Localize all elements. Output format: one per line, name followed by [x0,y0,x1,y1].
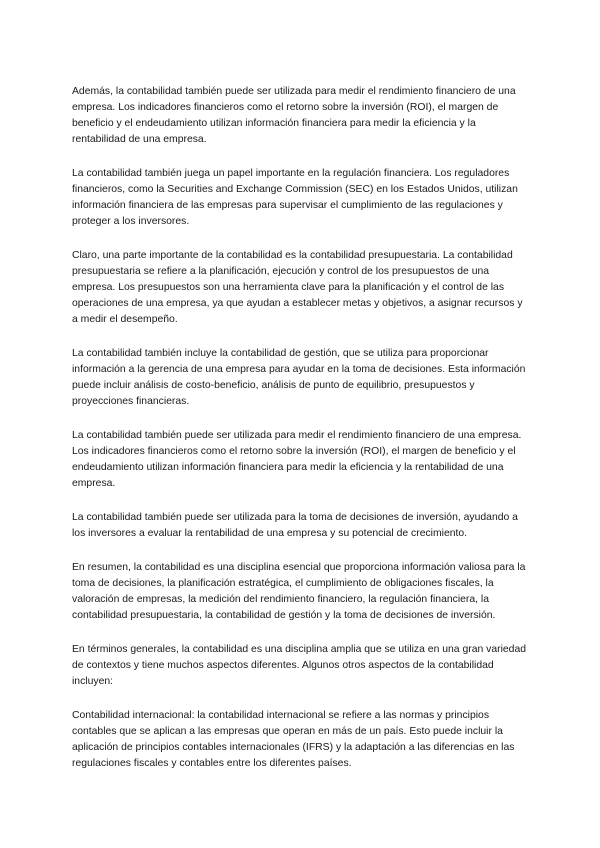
paragraph-5: La contabilidad también puede ser utilizada para medir el rendimiento financiero de una empresa. Los indicadores financieros como el retorno sobre la inversión (ROI), el margen de beneficio y el endeudamiento utilizan información financiera para medir la eficiencia y la rentabilidad de una empresa. [72,430,522,489]
paragraph-6: La contabilidad también puede ser utilizada para la toma de decisiones de inversión, ayudando a los inversores a evaluar la rentabilidad de una empresa y su potencial de crecimiento. [72,512,518,539]
paragraph-3: Claro, una parte importante de la contabilidad es la contabilidad presupuestaria. La contabilidad presupuestaria se refiere a la planificación, ejecución y control de los presupuestos de una empresa. Los presupuestos son una herramienta clave para la planificación y el control de las operaciones de una empresa, ya que ayudan a establecer metas y objetivos, a asignar recursos y a medir el desempeño. [72,250,523,325]
document-body [72,84,528,790]
paragraph-9: Contabilidad internacional: la contabilidad internacional se refiere a las normas y principios contables que se aplican a las empresas que operan en más de un país. Esto puede incluir la aplicación de principios contables internacionales (IFRS) y la adaptación a las diferencias en las regulaciones fiscales y contables entre los diferentes países. [72,710,515,769]
paragraph-2: La contabilidad también juega un papel importante en la regulación financiera. Los reguladores financieros, como la Securities and Exchange Commission (SEC) en los Estados Unidos, utilizan información financiera de las empresas para supervisar el cumplimiento de las regulaciones y proteger a los inversores. [72,168,518,227]
paragraph-7: En resumen, la contabilidad es una disciplina esencial que proporciona información valiosa para la toma de decisiones, la planificación estratégica, el cumplimiento de obligaciones fiscales, la valoración de empresas, la medición del rendimiento financiero, la regulación financiera, la contabilidad presupuestaria, la contabilidad de gestión y la toma de decisiones de inversión. [72,562,526,621]
paragraph-4: La contabilidad también incluye la contabilidad de gestión, que se utiliza para proporcionar información a la gerencia de una empresa para ayudar en la toma de decisiones. Esta información puede incluir análisis de costo-beneficio, análisis de punto de equilibrio, presupuestos y proyecciones financieras. [72,348,526,407]
paragraph-8: En términos generales, la contabilidad es una disciplina amplia que se utiliza en una gran variedad de contextos y tiene muchos aspectos diferentes. Algunos otros aspectos de la contabilidad incluyen: [72,644,527,687]
paragraph-1: Además, la contabilidad también puede ser utilizada para medir el rendimiento financiero de una empresa. Los indicadores financieros como el retorno sobre la inversión (ROI), el margen de beneficio y el endeudamiento utilizan información financiera para medir la eficiencia y la rentabilidad de una empresa. [72,86,516,145]
